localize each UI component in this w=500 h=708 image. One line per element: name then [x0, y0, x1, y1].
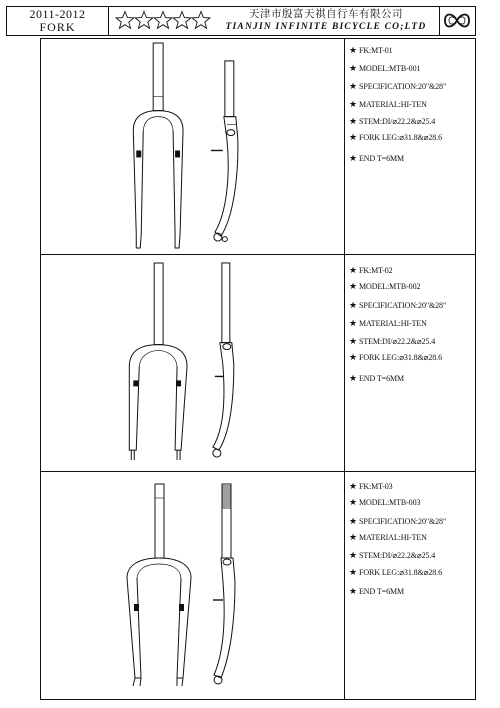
- dropout-side: [213, 449, 221, 457]
- fork-leg-right: [177, 578, 191, 678]
- star-outline-icon: [192, 12, 210, 29]
- spec-model: ★ MODEL:MTB-002: [349, 281, 421, 291]
- star-icon: ★: [349, 116, 357, 126]
- spec-specification: ★ SPECIFICATION:20"&28": [349, 300, 447, 310]
- spec-fork-leg: ★ FORK LEG:⌀31.8&⌀28.6: [349, 567, 442, 577]
- spec-stem: ★ STEM:DI/⌀22.2&⌀25.4: [349, 336, 436, 346]
- infinity-logo-icon: [440, 7, 474, 34]
- brake-boss-left: [134, 604, 139, 611]
- column-divider: [344, 39, 345, 254]
- product-type: FORK: [39, 20, 76, 34]
- spec-fork-leg: ★ FORK LEG:⌀31.8&⌀28.6: [349, 352, 442, 362]
- year-range: 2011-2012: [29, 7, 86, 21]
- spec-end: ★ END T=6MM: [349, 586, 405, 596]
- product-row-mt-01: [41, 39, 475, 255]
- star-icon: ★: [349, 481, 357, 491]
- star-icon: ★: [349, 318, 357, 328]
- fork-crown: [133, 111, 183, 131]
- steerer-tube: [154, 263, 163, 345]
- star-outline-icon: [154, 12, 172, 29]
- steerer-tube-side: [222, 484, 231, 558]
- steerer-tube: [155, 484, 164, 558]
- star-icon: ★: [349, 352, 357, 362]
- steerer-tube: [153, 43, 163, 111]
- spec-specification: ★ SPECIFICATION:20"&28": [349, 81, 447, 91]
- brake-boss-left: [136, 150, 141, 157]
- spec-fork-leg: ★ FORK LEG:⌀31.8&⌀28.6: [349, 132, 442, 142]
- fork-crown: [127, 558, 191, 578]
- spec-fk: ★ FK:MT-01: [349, 45, 393, 55]
- spec-stem: ★ STEM:DI/⌀22.2&⌀25.4: [349, 116, 436, 126]
- fork-leg-right: [175, 366, 187, 450]
- star-icon: ★: [349, 81, 357, 91]
- fork-side-profile: [213, 343, 234, 451]
- star-icon: ★: [349, 99, 357, 109]
- threaded-section: [222, 486, 231, 508]
- fork-leg-left: [129, 366, 139, 450]
- company-logo-box: [439, 7, 475, 35]
- product-row-mt-02: [41, 255, 475, 472]
- star-outline-icon: [116, 12, 134, 29]
- company-name-chinese: 天津市殷富天祺自行车有限公司: [249, 8, 403, 20]
- fork-leg-right: [173, 131, 183, 235]
- spec-stem: ★ STEM:DI/⌀22.2&⌀25.4: [349, 550, 436, 560]
- header-label-box: [7, 7, 109, 35]
- fork-drawing-mt-03: [41, 472, 344, 699]
- spec-fk: ★ FK:MT-02: [349, 265, 393, 275]
- spec-material: ★ MATERIAL:HI-TEN: [349, 318, 427, 328]
- star-icon: ★: [349, 300, 357, 310]
- star-icon: ★: [349, 132, 357, 142]
- spec-fk: ★ FK:MT-03: [349, 481, 393, 491]
- catalog-header: [6, 6, 476, 36]
- star-icon: ★: [349, 336, 357, 346]
- spec-specification: ★ SPECIFICATION:20"&28": [349, 516, 447, 526]
- product-row-mt-03: [41, 472, 475, 699]
- star-icon: ★: [349, 153, 357, 163]
- fork-side-profile: [214, 558, 235, 678]
- fork-leg-left: [127, 578, 141, 678]
- star-icon: ★: [349, 532, 357, 542]
- spec-model: ★ MODEL:MTB-001: [349, 63, 421, 73]
- star-icon: ★: [349, 586, 357, 596]
- column-divider: [344, 255, 345, 471]
- star-icon: ★: [349, 550, 357, 560]
- star-icon: ★: [349, 497, 357, 507]
- column-divider: [344, 472, 345, 699]
- company-name-english: TIANJIN INFINITE BICYCLE CO;LTD: [225, 22, 427, 32]
- brake-boss-right: [175, 150, 180, 157]
- product-table: [40, 38, 476, 700]
- spec-material: ★ MATERIAL:HI-TEN: [349, 532, 427, 542]
- rating-stars: [115, 10, 211, 32]
- brake-boss-left: [133, 380, 138, 386]
- fork-drawing-mt-01: [41, 39, 344, 254]
- steerer-tube-side: [225, 61, 234, 117]
- steerer-tube-side: [222, 263, 230, 343]
- star-outline-icon: [135, 12, 153, 29]
- fork-crown: [129, 345, 187, 367]
- fork-drawing-mt-02: [41, 255, 344, 471]
- spec-end: ★ END T=6MM: [349, 373, 405, 383]
- star-outline-icon: [173, 12, 191, 29]
- star-icon: ★: [349, 373, 357, 383]
- company-name: [215, 7, 437, 35]
- fork-leg-left: [133, 131, 143, 235]
- spec-end: ★ END T=6MM: [349, 153, 405, 163]
- star-icon: ★: [349, 516, 357, 526]
- brake-boss-right: [176, 380, 181, 386]
- star-icon: ★: [349, 265, 357, 275]
- star-icon: ★: [349, 63, 357, 73]
- spec-material: ★ MATERIAL:HI-TEN: [349, 99, 427, 109]
- star-icon: ★: [349, 567, 357, 577]
- spec-model: ★ MODEL:MTB-003: [349, 497, 421, 507]
- star-icon: ★: [349, 281, 357, 291]
- brake-boss-right: [179, 604, 184, 611]
- star-icon: ★: [349, 45, 357, 55]
